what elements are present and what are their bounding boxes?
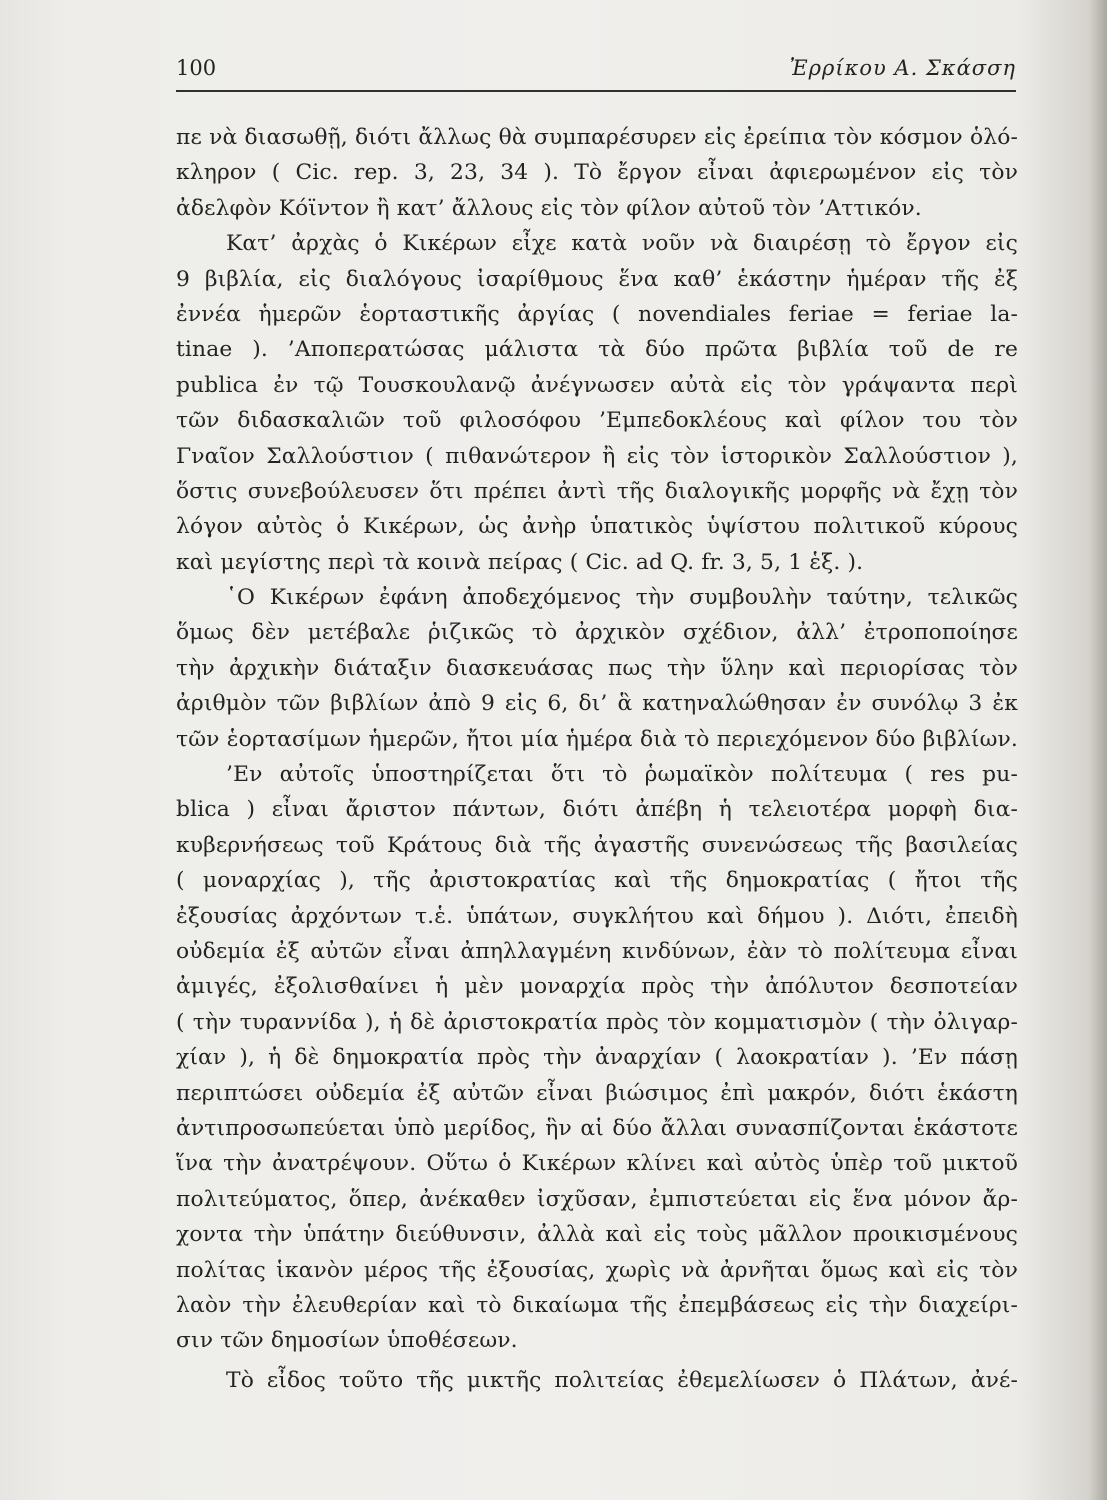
text-line: 9 βιβλία, εἰς διαλόγους ἰσαρίθμους ἕνα καθ’ ἑκάστην ἡμέραν τῆς ἐξ: [176, 266, 1018, 292]
text-line: ὅμως δὲν μετέβαλε ῥιζικῶς τὸ ἀρχικὸν σχέδιον, ἀλλ’ ἐτροποποίησε: [176, 620, 1018, 646]
text-line: ἀντιπροσωπεύεται ὑπὸ μερίδος, ἣν αἱ δύο ἄλλαι συνασπίζονται ἑκάστοτε: [176, 1115, 1018, 1141]
text-line: ( τὴν τυραννίδα ), ἡ δὲ ἀριστοκρατία πρὸς τὸν κομματισμὸν ( τὴν ὀλιγαρ-: [176, 1009, 1018, 1035]
page-number: 100: [176, 56, 217, 80]
text-line: τὴν ἀρχικὴν διάταξιν διασκευάσας πως τὴν ὕλην καὶ περιορίσας τὸν: [176, 655, 1018, 681]
text-line: ἐννέα ἡμερῶν ἑορταστικῆς ἀργίας ( novendiales feriae = feriae la-: [176, 301, 1018, 327]
text-line: κυβερνήσεως τοῦ Κράτους διὰ τῆς ἀγαστῆς συνενώσεως τῆς βασιλείας: [176, 832, 1018, 858]
text-line: πολιτεύματος, ὅπερ, ἀνέκαθεν ἰσχῦσαν, ἐμπιστεύεται εἰς ἕνα μόνον ἄρ-: [176, 1186, 1018, 1212]
text-line: πολίτας ἱκανὸν μέρος τῆς ἐξουσίας, χωρὶς νὰ ἀρνῆται ὅμως καὶ εἰς τὸν: [176, 1257, 1018, 1283]
text-line: ἀμιγές, ἐξολισθαίνει ἡ μὲν μοναρχία πρὸς τὴν ἀπόλυτον δεσποτείαν: [176, 974, 1018, 1000]
text-line: τῶν ἑορτασίμων ἡμερῶν, ἤτοι μία ἡμέρα διὰ τὸ περιεχόμενον δύο βιβλίων.: [176, 726, 1018, 752]
text-line: ἀριθμὸν τῶν βιβλίων ἀπὸ 9 εἰς 6, δι’ ἃ κατηναλώθησαν ἐν συνόλῳ 3 ἐκ: [176, 691, 1018, 717]
binding-shadow: [1089, 0, 1107, 1500]
text-line: ὅστις συνεβούλευσεν ὅτι πρέπει ἀντὶ τῆς διαλογικῆς μορφῆς νὰ ἔχῃ τὸν: [176, 478, 1018, 504]
text-line: χοντα τὴν ὑπάτην διεύθυνσιν, ἀλλὰ καὶ εἰς τοὺς μᾶλλον προικισμένους: [176, 1222, 1018, 1248]
text-line: ἵνα τὴν ἀνατρέψουν. Οὕτω ὁ Κικέρων κλίνει καὶ αὐτὸς ὑπὲρ τοῦ μικτοῦ: [176, 1151, 1018, 1177]
text-line: publica ἐν τῷ Τουσκουλανῷ ἀνέγνωσεν αὐτὰ εἰς τὸν γράψαντα περὶ: [176, 372, 1018, 398]
body-text: [176, 120, 1018, 1398]
text-line: πε νὰ διασωθῇ, διότι ἄλλως θὰ συμπαρέσυρεν εἰς ἐρείπια τὸν κόσμον ὁλό-: [176, 125, 1018, 150]
text-line: κληρον ( Cic. rep. 3, 23, 34 ). Τὸ ἔργον εἶναι ἀφιερωμένον εἰς τὸν: [176, 160, 1018, 186]
text-line: ’Εν αὐτοῖς ὑποστηρίζεται ὅτι τὸ ῥωμαϊκὸν πολίτευμα ( res pu-: [226, 762, 1018, 788]
header-rule: [176, 90, 1016, 92]
text-line: λόγον αὐτὸς ὁ Κικέρων, ὡς ἀνὴρ ὑπατικὸς ὑψίστου πολιτικοῦ κύρους: [176, 514, 1018, 540]
text-line: χίαν ), ἡ δὲ δημοκρατία πρὸς τὴν ἀναρχίαν ( λαοκρατίαν ). ’Εν πάσῃ: [176, 1045, 1018, 1071]
text-line: καὶ μεγίστης περὶ τὰ κοινὰ πείρας ( Cic. ad Q. fr. 3, 5, 1 ἑξ. ).: [176, 549, 864, 575]
text-line: περιπτώσει οὐδεμία ἐξ αὐτῶν εἶναι βιώσιμος ἐπὶ μακρόν, διότι ἑκάστη: [176, 1080, 1018, 1106]
text-line: ῾Ο Κικέρων ἐφάνη ἀποδεχόμενος τὴν συμβουλὴν ταύτην, τελικῶς: [226, 585, 1018, 611]
text-line: ἐξουσίας ἀρχόντων τ.ἑ. ὑπάτων, συγκλήτου καὶ δήμου ). Διότι, ἐπειδὴ: [176, 903, 1018, 929]
text-line: Τὸ εἶδος τοῦτο τῆς μικτῆς πολιτείας ἐθεμελίωσεν ὁ Πλάτων, ἀνέ-: [226, 1367, 1018, 1393]
text-line: ( μοναρχίας ), τῆς ἀριστοκρατίας καὶ τῆς δημοκρατίας ( ἤτοι τῆς: [176, 868, 1018, 894]
text-line: τῶν διδασκαλιῶν τοῦ φιλοσόφου ’Εμπεδοκλέους καὶ φίλον του τὸν: [176, 408, 1018, 434]
text-line: σιν τῶν δημοσίων ὑποθέσεων.: [176, 1328, 518, 1354]
text-line: οὐδεμία ἐξ αὐτῶν εἶναι ἀπηλλαγμένη κινδύνων, ἐὰν τὸ πολίτευμα εἶναι: [176, 938, 1018, 964]
text-line: Γναῖον Σαλλούστιον ( πιθανώτερον ἢ εἰς τὸν ἱστορικὸν Σαλλούστιον ),: [176, 443, 1018, 469]
text-line: Κατ’ ἀρχὰς ὁ Κικέρων εἶχε κατὰ νοῦν νὰ διαιρέσῃ τὸ ἔργον εἰς: [226, 231, 1018, 257]
text-line: ἀδελφὸν Κόϊντον ἢ κατ’ ἄλλους εἰς τὸν φίλον αὐτοῦ τὸν ’Αττικόν.: [176, 195, 922, 221]
running-head: Ἐρρίκου Α. Σκάσση: [789, 56, 1016, 80]
text-line: λαὸν τὴν ἐλευθερίαν καὶ τὸ δικαίωμα τῆς ἐπεμβάσεως εἰς τὴν διαχείρι-: [176, 1292, 1018, 1318]
text-line: tinae ). ’Αποπερατώσας μάλιστα τὰ δύο πρῶτα βιβλία τοῦ de re: [176, 337, 1018, 363]
page-header: [176, 54, 1016, 90]
text-line: blica ) εἶναι ἄριστον πάντων, διότι ἀπέβη ἡ τελειοτέρα μορφὴ δια-: [176, 797, 1018, 823]
